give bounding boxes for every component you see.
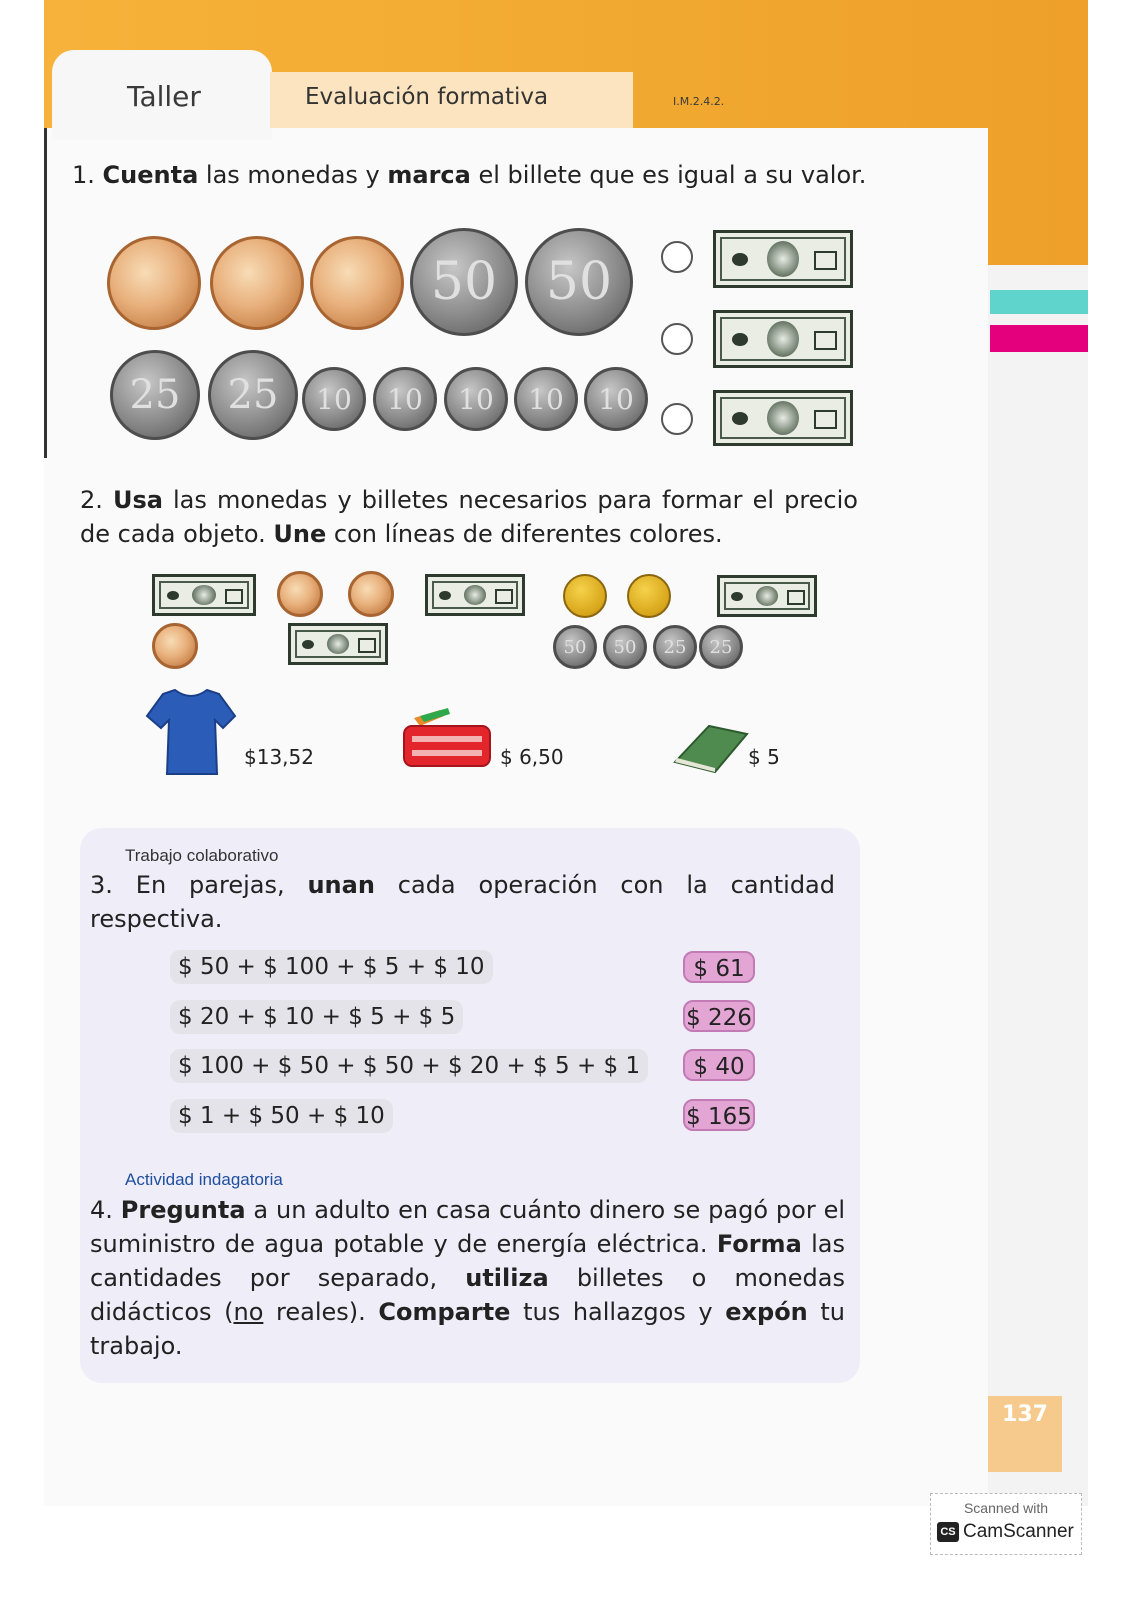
q3-bold-unan: unan <box>307 871 375 899</box>
coin-25-label: 25 <box>709 636 733 658</box>
coin-10-cents <box>514 367 578 431</box>
amount-1: $ 61 <box>683 951 755 983</box>
amount-4: $ 165 <box>683 1099 755 1131</box>
ten-dollar-bill <box>713 230 853 288</box>
coin-50-cents <box>603 625 647 669</box>
q2-bold-usa: Usa <box>112 486 163 514</box>
page-number: 137 <box>988 1396 1062 1472</box>
camscanner-logo-icon: CS <box>937 1522 959 1542</box>
q4-number: 4. <box>90 1196 113 1224</box>
q1-text-b: el billete que es igual a su valor. <box>470 161 867 189</box>
q4-text-e: tus hallazgos y <box>510 1298 726 1326</box>
tab-taller-label: Taller <box>127 80 201 113</box>
operation-4: $ 1 + $ 50 + $ 10 <box>170 1099 393 1133</box>
shirt-icon <box>145 686 237 778</box>
pink-tab-marker <box>990 325 1088 352</box>
right-margin <box>988 265 1088 1506</box>
five-dollar-bill <box>288 623 388 665</box>
answer-radio-one-bill[interactable] <box>661 403 693 435</box>
coin-10-label: 10 <box>316 382 352 416</box>
coin-50-cents <box>553 625 597 669</box>
one-dollar-bill <box>713 390 853 446</box>
q4-text-d: reales). <box>263 1298 379 1326</box>
price-pencil-case: $ 6,50 <box>500 745 564 769</box>
tab-evaluacion-label: Evaluación formativa <box>305 84 549 110</box>
yellow-coin <box>563 574 607 618</box>
tab-taller <box>52 50 272 140</box>
dollar-coin <box>107 236 201 330</box>
amount-3: $ 40 <box>683 1049 755 1081</box>
q3-number: 3. <box>90 871 113 899</box>
coin-50-cents <box>525 228 633 336</box>
coin-25-label: 25 <box>129 372 181 418</box>
coin-25-label: 25 <box>227 372 279 418</box>
operation-3: $ 100 + $ 50 + $ 50 + $ 20 + $ 5 + $ 1 <box>170 1049 648 1083</box>
answer-radio-five-bill[interactable] <box>661 323 693 355</box>
camscanner-watermark <box>930 1493 1082 1555</box>
yellow-coin <box>627 574 671 618</box>
q4-text-f: tu trabajo. <box>90 1298 846 1360</box>
q4-bold-forma: Forma <box>716 1230 802 1258</box>
coin-50-label: 50 <box>545 252 613 312</box>
question-1 <box>72 158 892 192</box>
q2-text-a: las monedas y billetes necesarios para formar el precio de cada objeto. <box>80 486 858 548</box>
q3-text-b: cada operación con la cantidad respectiva. <box>90 871 835 933</box>
operation-2: $ 20 + $ 10 + $ 5 + $ 5 <box>170 1000 463 1034</box>
left-rule <box>44 128 47 458</box>
coin-10-cents <box>444 367 508 431</box>
section-trabajo-colaborativo: Trabajo colaborativo <box>125 846 279 865</box>
q1-bold-cuenta: Cuenta <box>102 161 199 189</box>
amount-2: $ 226 <box>683 1000 755 1032</box>
q2-text-b: con líneas de diferentes colores. <box>326 520 723 548</box>
answer-radio-ten-bill[interactable] <box>661 241 693 273</box>
q4-bold-expon: expón <box>725 1298 808 1326</box>
operation-1: $ 50 + $ 100 + $ 5 + $ 10 <box>170 950 493 984</box>
book-icon <box>673 724 749 774</box>
coin-25-label: 25 <box>663 636 687 658</box>
dollar-coin <box>152 623 198 669</box>
coin-25-cents <box>653 625 697 669</box>
coin-10-label: 10 <box>528 382 564 416</box>
question-4 <box>90 1193 845 1363</box>
price-book: $ 5 <box>748 745 780 769</box>
question-2 <box>80 483 858 551</box>
five-dollar-bill <box>713 310 853 368</box>
q1-bold-marca: marca <box>387 161 471 189</box>
one-dollar-bill <box>717 575 817 617</box>
dollar-coin <box>210 236 304 330</box>
curriculum-code: I.M.2.4.2. <box>673 95 725 108</box>
five-dollar-bill <box>425 574 525 616</box>
q4-text-c: billetes o monedas didácticos ( <box>90 1264 845 1326</box>
q1-text-a: las monedas y <box>198 161 388 189</box>
coin-10-label: 10 <box>387 382 423 416</box>
coin-25-cents <box>208 350 298 440</box>
q4-text-b: las cantidades por separado, <box>90 1230 845 1292</box>
q3-text-a: En parejas, <box>135 871 308 899</box>
q4-underline-no: no <box>233 1298 264 1326</box>
coin-25-cents <box>699 625 743 669</box>
dollar-coin <box>348 571 394 617</box>
coin-50-label: 50 <box>563 636 587 658</box>
teal-tab-marker <box>990 290 1088 314</box>
q4-bold-comparte: Comparte <box>378 1298 511 1326</box>
coin-50-label: 50 <box>430 252 498 312</box>
coin-50-cents <box>410 228 518 336</box>
q4-text-a: a un adulto en casa cuánto dinero se pagó por el suministro de agua potable y de energía eléctrica. <box>90 1196 845 1258</box>
coin-10-label: 10 <box>458 382 494 416</box>
coin-50-label: 50 <box>613 636 637 658</box>
coin-10-cents <box>302 367 366 431</box>
coin-10-label: 10 <box>598 382 634 416</box>
camscanner-label: CamScanner <box>963 1521 1074 1542</box>
tab-evaluacion <box>270 72 633 128</box>
scanned-with-label: Scanned with <box>963 1500 1049 1516</box>
price-shirt: $13,52 <box>244 745 314 769</box>
q4-bold-utiliza: utiliza <box>465 1264 549 1292</box>
coin-10-cents <box>373 367 437 431</box>
coin-10-cents <box>584 367 648 431</box>
section-actividad-indagatoria: Actividad indagatoria <box>125 1170 283 1189</box>
dollar-coin <box>277 571 323 617</box>
pencil-case-icon <box>400 708 492 770</box>
q2-number: 2. <box>80 486 103 514</box>
ten-dollar-bill <box>152 574 256 616</box>
dollar-coin <box>310 236 404 330</box>
question-3 <box>90 868 835 936</box>
q4-bold-pregunta: Pregunta <box>120 1196 246 1224</box>
q1-number: 1. <box>72 161 95 189</box>
coin-25-cents <box>110 350 200 440</box>
q2-bold-une: Une <box>273 520 327 548</box>
